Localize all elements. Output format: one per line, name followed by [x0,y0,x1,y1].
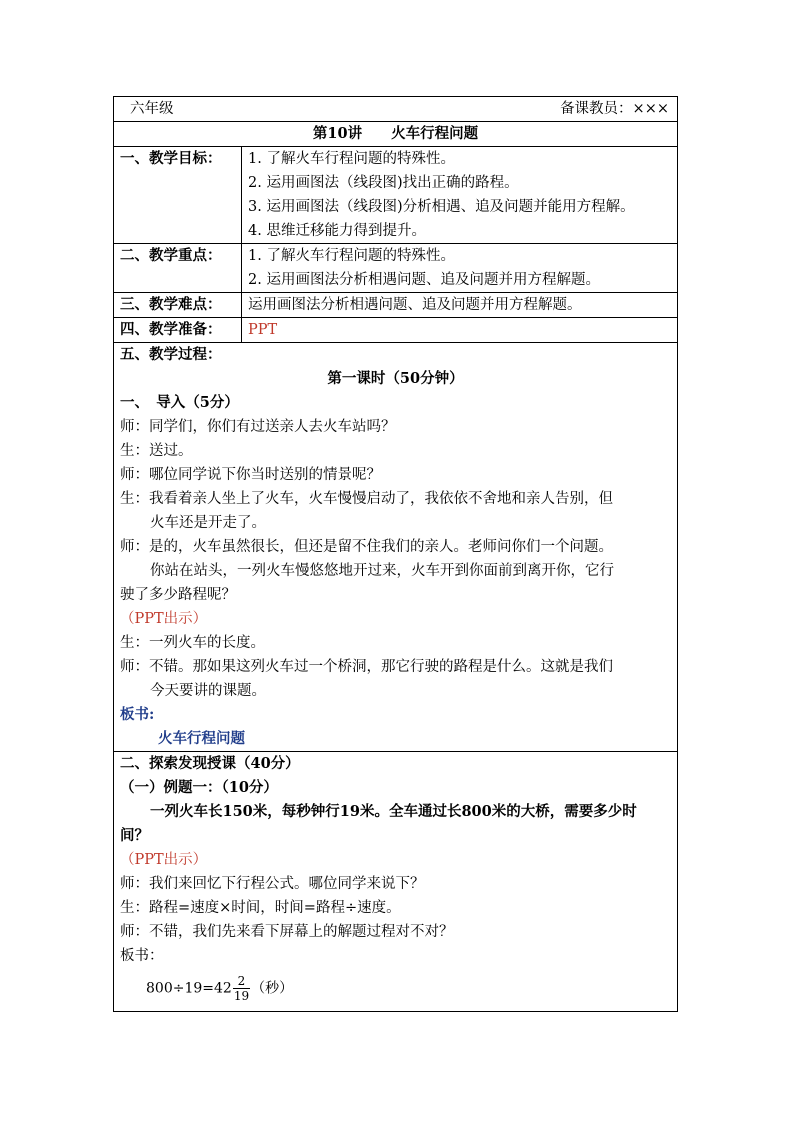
ppt-note: （PPT出示） [120,852,208,868]
header-row [114,97,678,122]
dialog-line: 师：不错，我们先来看下屏幕上的解题过程对不对？ [120,924,454,940]
explore-section [114,752,678,1012]
objective-item: 1. 了解火车行程问题的特殊性。 [248,151,455,167]
ppt-note: （PPT出示） [120,611,208,627]
difficulty-row [114,293,678,318]
teacher-label: 备课教员：××× [560,101,670,117]
objectives-label: 一、教学目标： [114,147,242,244]
formula-unit: （秒） [251,980,294,997]
keypoints-label: 二、教学重点： [114,244,242,293]
prep-label: 四、教学准备： [114,318,242,343]
fraction-denominator: 19 [233,989,250,1003]
explore-row [114,752,678,1012]
objective-item: 2. 运用画图法（线段图)找出正确的路程。 [248,175,519,191]
explore-title: 二、探索发现授课（40分） [120,755,300,772]
grade-label: 六年级 [130,101,174,117]
example-problem-cont: 间？ [120,827,149,844]
process-section [114,343,678,752]
fraction [233,974,250,1003]
keypoints-row [114,244,678,293]
objectives-list [242,147,678,244]
title-row [114,122,678,147]
dialog-line: 火车还是开走了。 [150,515,266,531]
dialog-line: 生：路程=速度×时间，时间=路程÷速度。 [120,900,401,916]
dialog-line: 生：我看着亲人坐上了火车，火车慢慢启动了，我依依不舍地和亲人告别，但 [120,491,613,507]
dialog-line: 师：不错。那如果这列火车过一个桥洞，那它行驶的路程是什么。这就是我们 [120,659,613,675]
objective-item: 3. 运用画图法（线段图)分析相遇、追及问题并能用方程解。 [248,199,635,215]
keypoint-item: 2. 运用画图法分析相遇问题、追及问题并用方程解题。 [248,272,600,288]
lesson-table [113,96,678,1012]
dialog-line: 生：一列火车的长度。 [120,635,265,651]
process-label: 五、教学过程： [120,346,222,363]
dialog-line: 生：送过。 [120,443,193,459]
keypoints-list [242,244,678,293]
formula-left: 800÷19=42 [146,980,232,997]
lesson-page [113,96,677,1012]
difficulty-text: 运用画图法分析相遇问题、追及问题并用方程解题。 [248,297,582,313]
example-problem: 一列火车长150米，每秒钟行19米。全车通过长800米的大桥，需要多少时 [150,803,637,820]
process-row [114,343,678,752]
dialog-line: 今天要讲的课题。 [150,683,266,699]
lesson-title: 第10讲 火车行程问题 [114,122,678,147]
dialog-line: 驶了多少路程呢？ [120,587,236,603]
session-heading: 第一课时（50分钟） [327,370,464,387]
difficulty-label: 三、教学难点： [114,293,242,318]
dialog-line: 师：是的，火车虽然很长，但还是留不住我们的亲人。老师问你们一个问题。 [120,539,613,555]
dialog-line: 师：我们来回忆下行程公式。哪位同学来说下？ [120,876,425,892]
example-title: （一）例题一：（10分） [120,779,278,796]
prep-row [114,318,678,343]
fraction-numerator: 2 [233,974,250,989]
board-label: 板书： [120,948,164,964]
board-title: 火车行程问题 [158,730,245,747]
objectives-row [114,147,678,244]
dialog-line: 你站在站头，一列火车慢悠悠地开过来，火车开到你面前到离开你，它行 [150,563,614,579]
formula [120,968,671,1011]
prep-text: PPT [248,322,278,338]
dialog-line: 师：哪位同学说下你当时送别的情景呢？ [120,467,381,483]
board-label: 板书: [120,706,155,723]
dialog-line: 师：同学们，你们有过送亲人去火车站吗？ [120,419,396,435]
objective-item: 4. 思维迁移能力得到提升。 [248,223,426,239]
intro-title: 一、 导入（5分） [120,394,239,411]
keypoint-item: 1. 了解火车行程问题的特殊性。 [248,248,455,264]
